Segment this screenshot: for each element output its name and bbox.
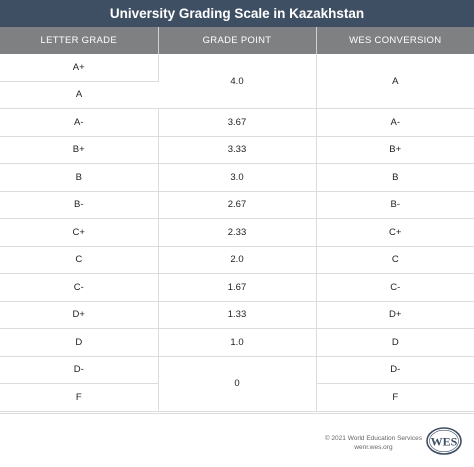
table-row — [0, 219, 474, 247]
letter-grade-cell: F — [0, 384, 158, 412]
table-row — [0, 164, 474, 192]
wes-logo — [426, 427, 462, 455]
wes-conversion-cell: A — [316, 54, 474, 109]
wes-conversion-cell: B+ — [316, 136, 474, 164]
grade-point-cell: 3.67 — [158, 109, 316, 137]
page-title: University Grading Scale in Kazakhstan — [0, 0, 474, 27]
copyright-notice — [325, 434, 422, 452]
wes-conversion-cell: F — [316, 384, 474, 412]
table-body — [0, 54, 474, 411]
wes-conversion-cell: D — [316, 329, 474, 357]
letter-grade-cell: A — [0, 81, 158, 109]
column-header-letter-grade: LETTER GRADE — [0, 27, 158, 54]
table-row — [0, 246, 474, 274]
table-row — [0, 54, 474, 81]
letter-grade-cell: B- — [0, 191, 158, 219]
svg-text:WES: WES — [430, 434, 458, 449]
letter-grade-cell: D+ — [0, 301, 158, 329]
grade-point-cell: 4.0 — [158, 54, 316, 109]
table-row — [0, 274, 474, 302]
wes-conversion-cell: B — [316, 164, 474, 192]
grade-point-cell: 2.33 — [158, 219, 316, 247]
table-row — [0, 109, 474, 137]
letter-grade-cell: A+ — [0, 54, 158, 81]
wes-conversion-cell: D- — [316, 356, 474, 384]
wes-conversion-cell: C+ — [316, 219, 474, 247]
letter-grade-cell: A- — [0, 109, 158, 137]
wes-conversion-cell: C- — [316, 274, 474, 302]
column-header-grade-point: GRADE POINT — [158, 27, 316, 54]
letter-grade-cell: D- — [0, 356, 158, 384]
grade-point-cell: 2.0 — [158, 246, 316, 274]
letter-grade-cell: C- — [0, 274, 158, 302]
letter-grade-cell: C+ — [0, 219, 158, 247]
letter-grade-cell: B — [0, 164, 158, 192]
grade-point-cell: 1.67 — [158, 274, 316, 302]
wes-conversion-cell: B- — [316, 191, 474, 219]
wes-conversion-cell: C — [316, 246, 474, 274]
grade-point-cell: 1.0 — [158, 329, 316, 357]
table-row — [0, 191, 474, 219]
grade-point-cell: 2.67 — [158, 191, 316, 219]
footer — [0, 413, 474, 467]
table-row — [0, 329, 474, 357]
column-header-wes-conversion: WES CONVERSION — [316, 27, 474, 54]
copyright-text: © 2021 World Education Services — [324, 435, 422, 442]
wes-conversion-cell: A- — [316, 109, 474, 137]
grading-table — [0, 27, 474, 412]
table-row — [0, 356, 474, 384]
source-url: wenr.wes.org — [354, 444, 393, 451]
grade-point-cell: 3.33 — [158, 136, 316, 164]
table-row — [0, 136, 474, 164]
grade-point-cell: 0 — [158, 356, 316, 411]
table-row — [0, 301, 474, 329]
grade-point-cell: 1.33 — [158, 301, 316, 329]
letter-grade-cell: D — [0, 329, 158, 357]
wes-conversion-cell: D+ — [316, 301, 474, 329]
grade-point-cell: 3.0 — [158, 164, 316, 192]
letter-grade-cell: C — [0, 246, 158, 274]
table-header-row — [0, 27, 474, 54]
letter-grade-cell: B+ — [0, 136, 158, 164]
